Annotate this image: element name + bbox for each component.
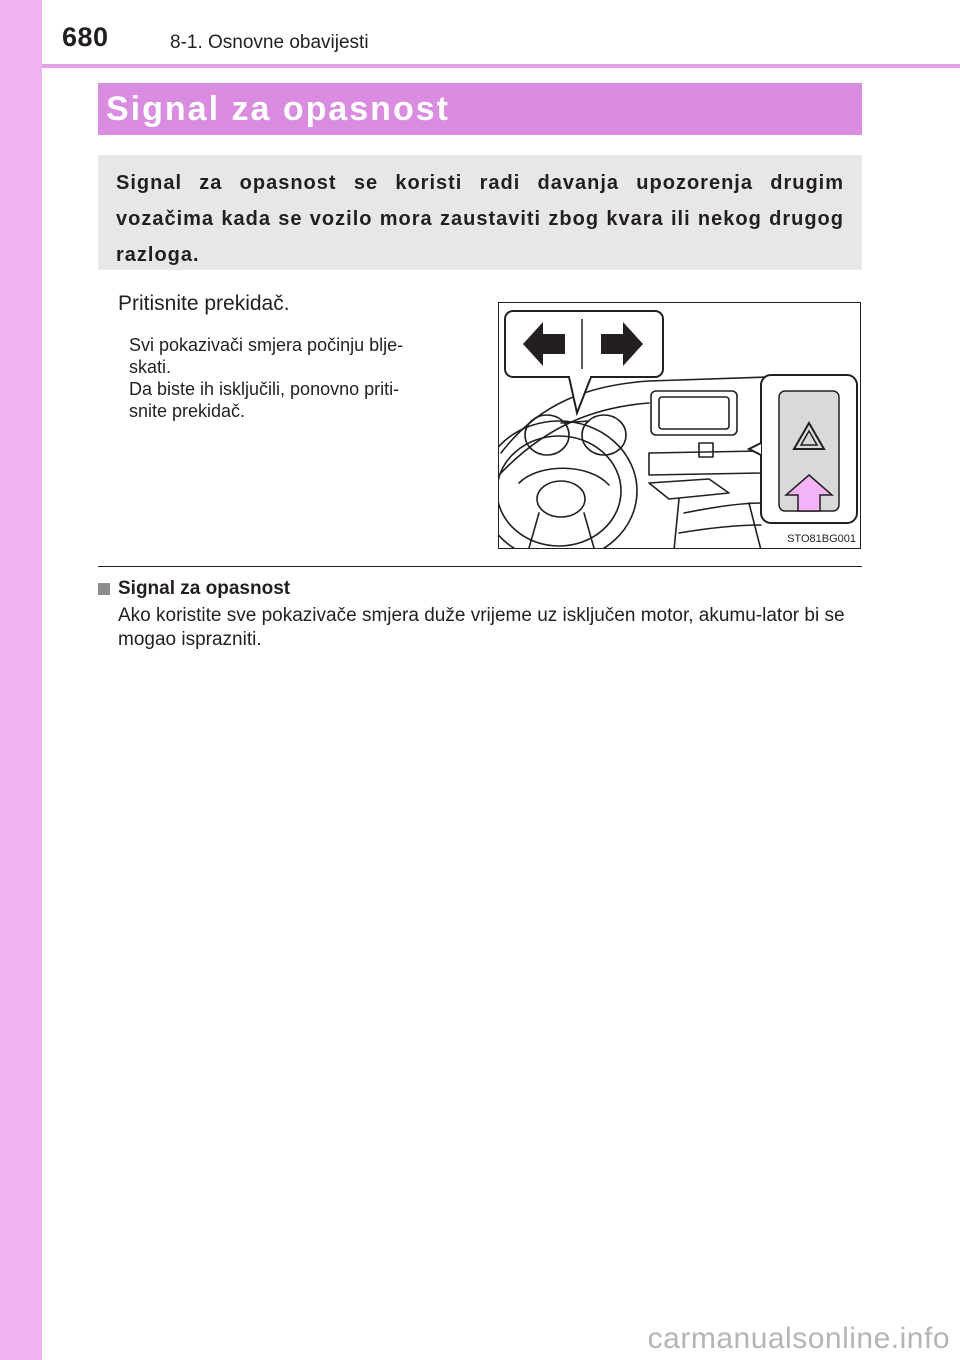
note-body: Ako koristite sve pokazivače smjera duže vrijeme uz isključen motor, akumu-lator bi se mogao isprazniti.: [118, 605, 845, 650]
steering-hub: [537, 481, 585, 517]
watermark[interactable]: carmanualsonline.info: [647, 1322, 950, 1355]
header-rule: [42, 64, 960, 68]
vent-panel: [649, 451, 761, 475]
dashboard-drawing: [499, 303, 861, 549]
callout-pointer: [569, 377, 591, 413]
note-heading: [98, 578, 290, 600]
intro-text: Signal za opasnost se koristi radi davanja upozorenja drugim vozačima kada se vozilo mora zaustaviti zbog kvara ili nekog drugog razloga.: [116, 172, 844, 266]
bullet-square-icon: [98, 583, 110, 595]
dashboard-illustration: [498, 302, 861, 549]
step-line: skati.: [129, 357, 172, 377]
note-heading-text: Signal za opasnost: [118, 578, 291, 599]
step-line: Da biste ih isključili, ponovno priti-: [129, 379, 400, 399]
section-label: 8-1. Osnovne obavijesti: [170, 32, 369, 53]
steering-spoke: [519, 468, 609, 485]
figure-code: STO81BG001: [787, 533, 856, 545]
step-title: Pritisnite prekidač.: [118, 292, 290, 315]
step-line: Svi pokazivači smjera počinju blje-: [129, 335, 404, 355]
step-description: [129, 334, 475, 422]
hazard-switch-small: [699, 443, 713, 457]
side-color-band: [0, 0, 42, 1360]
title-bar: [98, 83, 862, 135]
intro-box: [98, 155, 862, 270]
section-divider: [98, 566, 862, 567]
page-number: 680: [62, 22, 109, 52]
page-title: Signal za opasnost: [106, 89, 450, 128]
steering-wheel-inner: [499, 436, 621, 546]
step-line: snite prekidač.: [129, 401, 246, 421]
